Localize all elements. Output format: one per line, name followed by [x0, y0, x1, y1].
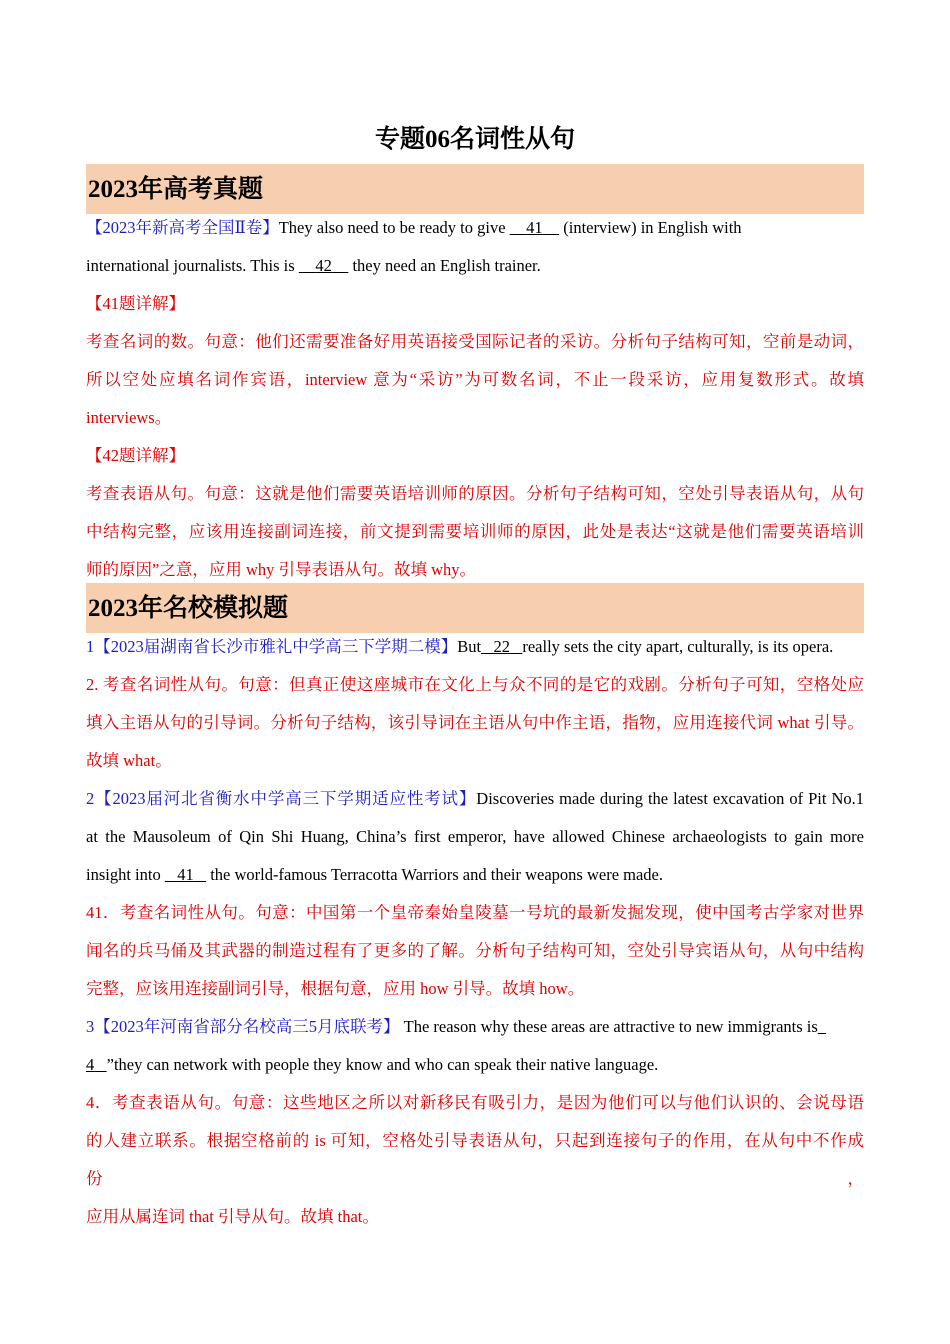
section-gaokao	[86, 209, 864, 589]
blank-4-lead	[818, 1017, 826, 1036]
answer-41-line: interviews。	[86, 408, 172, 427]
item-3-question-line: 4 ”they can network with people they know and who can speak their native language.	[86, 1055, 659, 1074]
item-2-answer-line: 完整，应该用连接副词引导，根据句意，应用 how 引导。故填 how。	[86, 979, 585, 998]
item-2-source: 【2023届河北省衡水中学高三下学期适应性考试】	[94, 789, 477, 808]
item-1-answer-line: 2. 考查名词性从句。句意：但真正使这座城市在文化上与众不同的是它的戏剧。分析句子可知，空格处应	[86, 675, 864, 694]
question-source: 【2023年新高考全国Ⅱ卷】	[86, 218, 279, 237]
answer-41-line: 所以空处应填名词作宾语，interview 意为“采访”为可数名词，不止一段采访，应用复数形式。故填	[86, 370, 864, 389]
question-line-2: international journalists. This is 42 they need an English trainer.	[86, 256, 541, 275]
item-1-question: 1【2023届湖南省长沙市雅礼中学高三下学期二模】But 22 really sets the city apart, culturally, is its opera.	[86, 637, 834, 656]
item-3-answer-line: 4．考查表语从句。句意：这些地区之所以对新移民有吸引力，是因为他们可以与他们认识的、会说母语	[86, 1093, 864, 1112]
item-1-source: 【2023届湖南省长沙市雅礼中学高三下学期二模】	[94, 637, 458, 656]
item-1-answer-line: 填入主语从句的引导词。分析句子结构，该引导词在主语从句中作主语，指物，应用连接代词 what 引导。	[86, 713, 864, 732]
item-3-source: 【2023年河南省部分名校高三5月底联考】	[94, 1017, 400, 1036]
answer-41-label: 【41题详解】	[86, 294, 185, 313]
item-2-answer-line: 41．考查名词性从句。句意：中国第一个皇帝秦始皇陵墓一号坑的最新发掘发现，使中国考古学家对世界	[86, 903, 864, 922]
section-heading-mock: 2023年名校模拟题	[86, 583, 864, 633]
item-3-answer-line: 的人建立联系。根据空格前的 is 可知，空格处引导表语从句，只起到连接句子的作用，在从句中不作成份，	[86, 1131, 864, 1188]
section-heading-gaokao: 2023年高考真题	[86, 164, 864, 214]
question-line-1: 【2023年新高考全国Ⅱ卷】They also need to be ready to give 41 (interview) in English with	[86, 218, 742, 237]
item-2-answer-line: 闻名的兵马俑及其武器的制造过程有了更多的了解。分析句子结构可知，空处引导宾语从句，从句中结构	[86, 941, 864, 960]
answer-42-line: 中结构完整，应该用连接副词连接，前文提到需要培训师的原因，此处是表达“这就是他们需要英语培训	[86, 522, 864, 541]
item-3-question-line: 3【2023年河南省部分名校高三5月底联考】 The reason why these areas are attractive to new immigrants is	[86, 1008, 864, 1046]
item-2-question-line: at the Mausoleum of Qin Shi Huang, China’s first emperor, have allowed Chinese archaeologists to gain more	[86, 827, 864, 846]
blank-41: 41	[526, 218, 543, 237]
answer-41-line: 考查名词的数。句意：他们还需要准备好用英语接受国际记者的采访。分析句子结构可知，空前是动词，	[86, 332, 864, 351]
blank-41b: 41	[177, 865, 194, 884]
answer-42-line: 考查表语从句。句意：这就是他们需要英语培训师的原因。分析句子结构可知，空处引导表语从句，从句	[86, 484, 864, 503]
page-title: 专题06名词性从句	[374, 126, 575, 153]
blank-42: 42	[315, 256, 332, 275]
answer-42-label: 【42题详解】	[86, 446, 185, 465]
item-2-question-line: 2【2023届河北省衡水中学高三下学期适应性考试】Discoveries made during the latest excavation of Pit No.1	[86, 789, 864, 808]
item-2-question-line: insight into 41 the world-famous Terracotta Warriors and their weapons were made.	[86, 865, 663, 884]
answer-42-line: 师的原因”之意，应用 why 引导表语从句。故填 why。	[86, 560, 477, 579]
blank-22: 22	[493, 637, 510, 656]
section-mock	[86, 628, 864, 1236]
item-3-answer-line: 应用从属连词 that 引导从句。故填 that。	[86, 1207, 379, 1226]
blank-4: 4	[86, 1055, 95, 1074]
item-1-answer-line: 故填 what。	[86, 751, 172, 770]
